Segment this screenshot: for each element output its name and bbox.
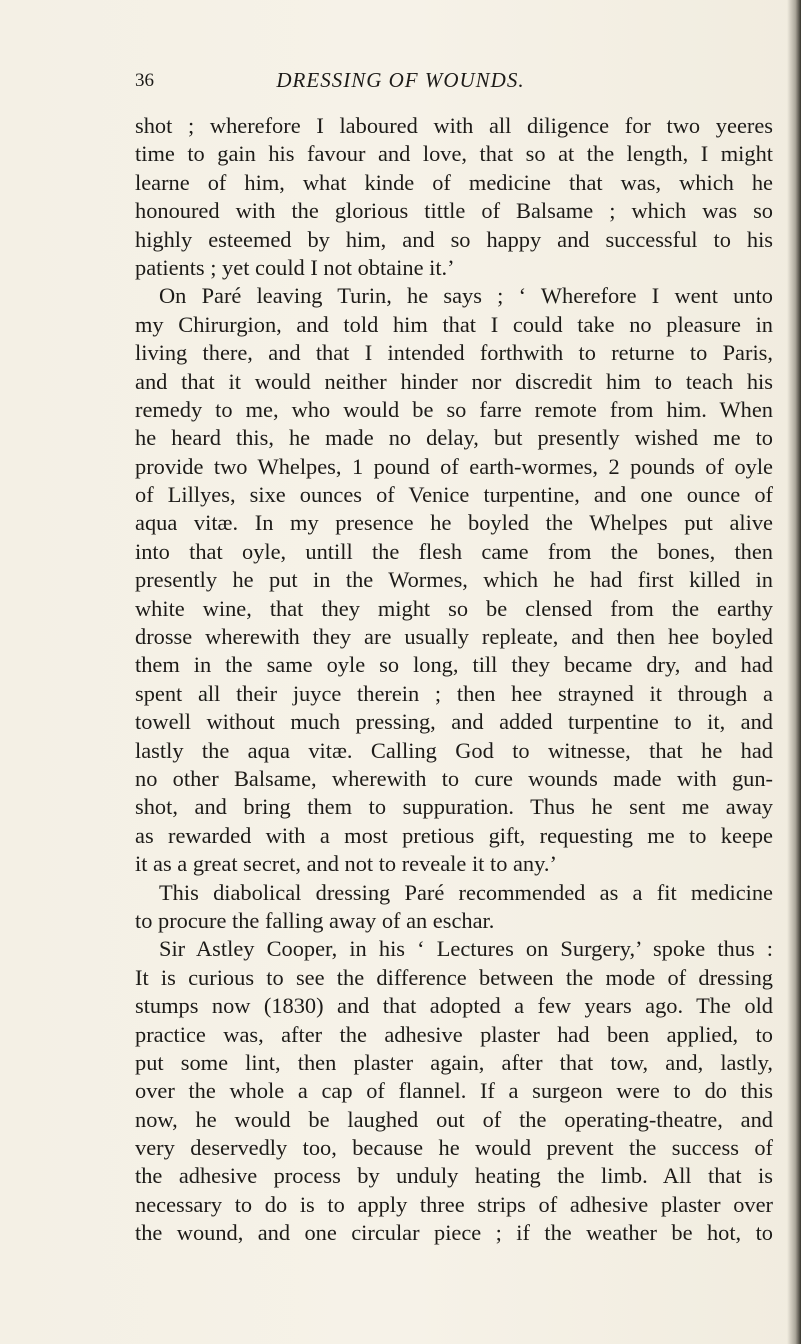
text-line: and that it would neither hinder nor discredit him to teach his [135,368,773,394]
text-line: of Lillyes, sixe ounces of Venice turpentine, and one ounce of [135,482,773,508]
text-line: them in the same oyle so long, till they became dry, and had [135,652,773,678]
text-line: highly esteemed by him, and so happy and successful to his [135,226,773,252]
page-header [0,68,801,98]
text-line: practice was, after the adhesive plaster had been applied, to [135,1021,773,1047]
text-line: very deservedly too, because he would prevent the success of [135,1135,773,1161]
text-line: he heard this, he made no delay, but presently wished me to [135,425,773,451]
text-line: shot ; wherefore I laboured with all diligence for two yeeres [135,113,773,138]
body-text [135,112,773,1248]
text-line: no other Balsame, wherewith to cure wounds made with gun- [135,765,773,791]
page-edge-shadow [787,0,801,1344]
text-line: remedy to me, who would be so farre remote from him. When [135,396,773,422]
text-line: patients ; yet could I not obtaine it.’ [135,254,455,280]
text-line: as rewarded with a most pretious gift, requesting me to keepe [135,822,773,848]
text-line: Sir Astley Cooper, in his ‘ Lectures on Surgery,’ spoke thus : [159,936,773,962]
text-line: into that oyle, untill the flesh came from the bones, then [135,538,773,564]
text-line: lastly the aqua vitæ. Calling God to witnesse, that he had [135,737,773,763]
text-line: On Paré leaving Turin, he says ; ‘ Wherefore I went unto [159,283,773,309]
text-line: honoured with the glorious tittle of Balsame ; which was so [135,198,773,224]
text-line: towell without much pressing, and added turpentine to it, and [135,709,773,735]
text-line: my Chirurgion, and told him that I could take no pleasure in [135,311,773,337]
text-line: This diabolical dressing Paré recommended as a fit medicine [159,879,773,905]
page-number: 36 [135,70,154,91]
text-line: living there, and that I intended forthwith to returne to Paris, [135,340,773,366]
text-line: provide two Whelpes, 1 pound of earth-wormes, 2 pounds of oyle [135,453,773,479]
text-line: presently he put in the Wormes, which he had first killed in [135,567,773,593]
text-line: shot, and bring them to suppuration. Thus he sent me away [135,794,773,820]
text-line: to procure the falling away of an eschar. [135,907,495,933]
text-line: aqua vitæ. In my presence he boyled the Whelpes put alive [135,510,773,536]
text-line: white wine, that they might so be clensed from the earthy [135,595,773,621]
text-line: it as a great secret, and not to reveale it to any.’ [135,851,557,877]
text-line: the wound, and one circular piece ; if the weather be hot, to [135,1220,773,1246]
text-line: over the whole a cap of flannel. If a surgeon were to do this [135,1078,773,1104]
text-line: drosse wherewith they are usually repleate, and then hee boyled [135,624,773,650]
text-line: time to gain his favour and love, that so at the length, I might [135,141,773,167]
text-line: stumps now (1830) and that adopted a few years ago. The old [135,993,773,1019]
text-line: necessary to do is to apply three strips of adhesive plaster over [135,1191,773,1217]
text-line: spent all their juyce therein ; then hee strayned it through a [135,680,773,706]
text-line: the adhesive process by unduly heating the limb. All that is [135,1163,773,1189]
text-line: It is curious to see the difference between the mode of dressing [135,964,773,990]
text-line: put some lint, then plaster again, after that tow, and, lastly, [135,1049,773,1075]
text-line: learne of him, what kinde of medicine that was, which he [135,169,773,195]
text-line: now, he would be laughed out of the operating-theatre, and [135,1106,773,1132]
running-head: DRESSING OF WOUNDS. [276,68,525,92]
